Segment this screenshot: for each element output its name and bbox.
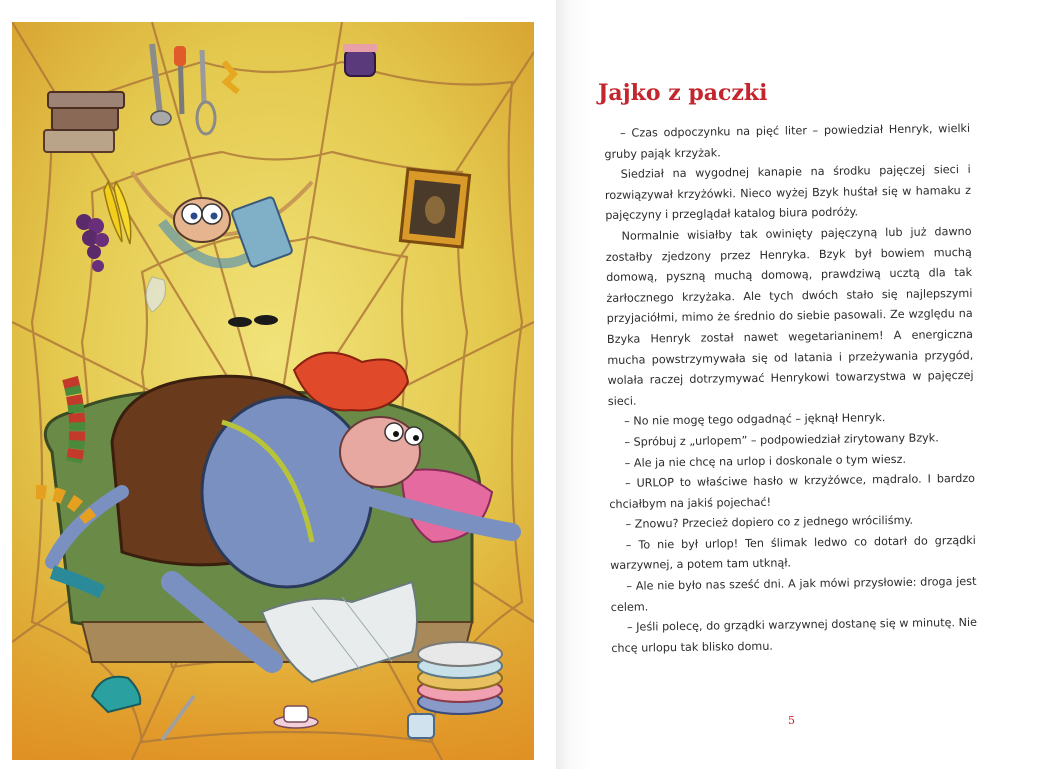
page-number: 5 <box>788 714 795 727</box>
books-stack <box>44 92 124 152</box>
paragraph: – Ale nie było nas sześć dni. A jak mówi przysłowie: droga jest celem. <box>610 574 977 614</box>
stack-of-plates <box>418 642 502 714</box>
paragraph: – Spróbuj z „urlopem” – podpowiedział zirytowany Bzyk. <box>624 431 939 449</box>
paragraph: Siedział na wygodnej kanapie na środku pajęczej sieci i rozwiązywał krzyżówki. Nieco wyżej Bzyk huśtał się w hamaku z pajęczyny i przeglądał katalog biura podróży. <box>604 163 972 223</box>
text-page <box>556 0 1058 769</box>
paragraph: – To nie był urlop! Ten ślimak ledwo co dotarł do grządki warzywnej, a potem tam utknął. <box>610 533 976 573</box>
cup <box>408 714 434 738</box>
paragraph: – Czas odpoczynku na pięć liter – powiedział Henryk, wielki gruby pająk krzyżak. <box>604 121 971 161</box>
chapter-title: Jajko z paczki <box>598 80 768 106</box>
paragraph: – Jeśli polecę, do grządki warzywnej dostanę się w minutę. Nie chcę urlopu tak blisko domu. <box>611 616 978 655</box>
paragraph: – URLOP to właściwe hasło w krzyżówce, mądralo. I bardzo chciałbym na jakiś pojechać! <box>609 471 976 511</box>
paragraph: – Ale ja nie chcę na urlop i doskonale o tym wiesz. <box>624 452 907 470</box>
paragraph: – Znowu? Przecież dopiero co z jednego wróciliśmy. <box>625 514 914 532</box>
paragraph: Normalnie wisiałby tak owinięty pajęczyną lub już dawno zostałby zjedzony przez Henryka. Bzyk był bowiem muchą domową, pyszną muchą domową, prawdziwą ucztą dla tak żarłocznego krzyżaka. Ale tych dwóch stało się najlepszymi przyjaciółmi, mimo że średnio do siebie pasowali. Ze względu na Bzyka Henryk został nawet wegetarianinem! A energiczna mucha powstrzymywała się od latania i przeżywania przygód, wolała raczej dotrzymywać Henrykowi towarzystwa w pajęczej sieci. <box>605 224 974 408</box>
paragraph: – No nie mogę tego odgadnąć – jęknął Henryk. <box>624 411 886 429</box>
chapter-body <box>604 119 977 659</box>
jam-jar <box>343 44 377 76</box>
framed-spider-picture <box>400 169 469 247</box>
spider-illustration <box>12 22 534 760</box>
